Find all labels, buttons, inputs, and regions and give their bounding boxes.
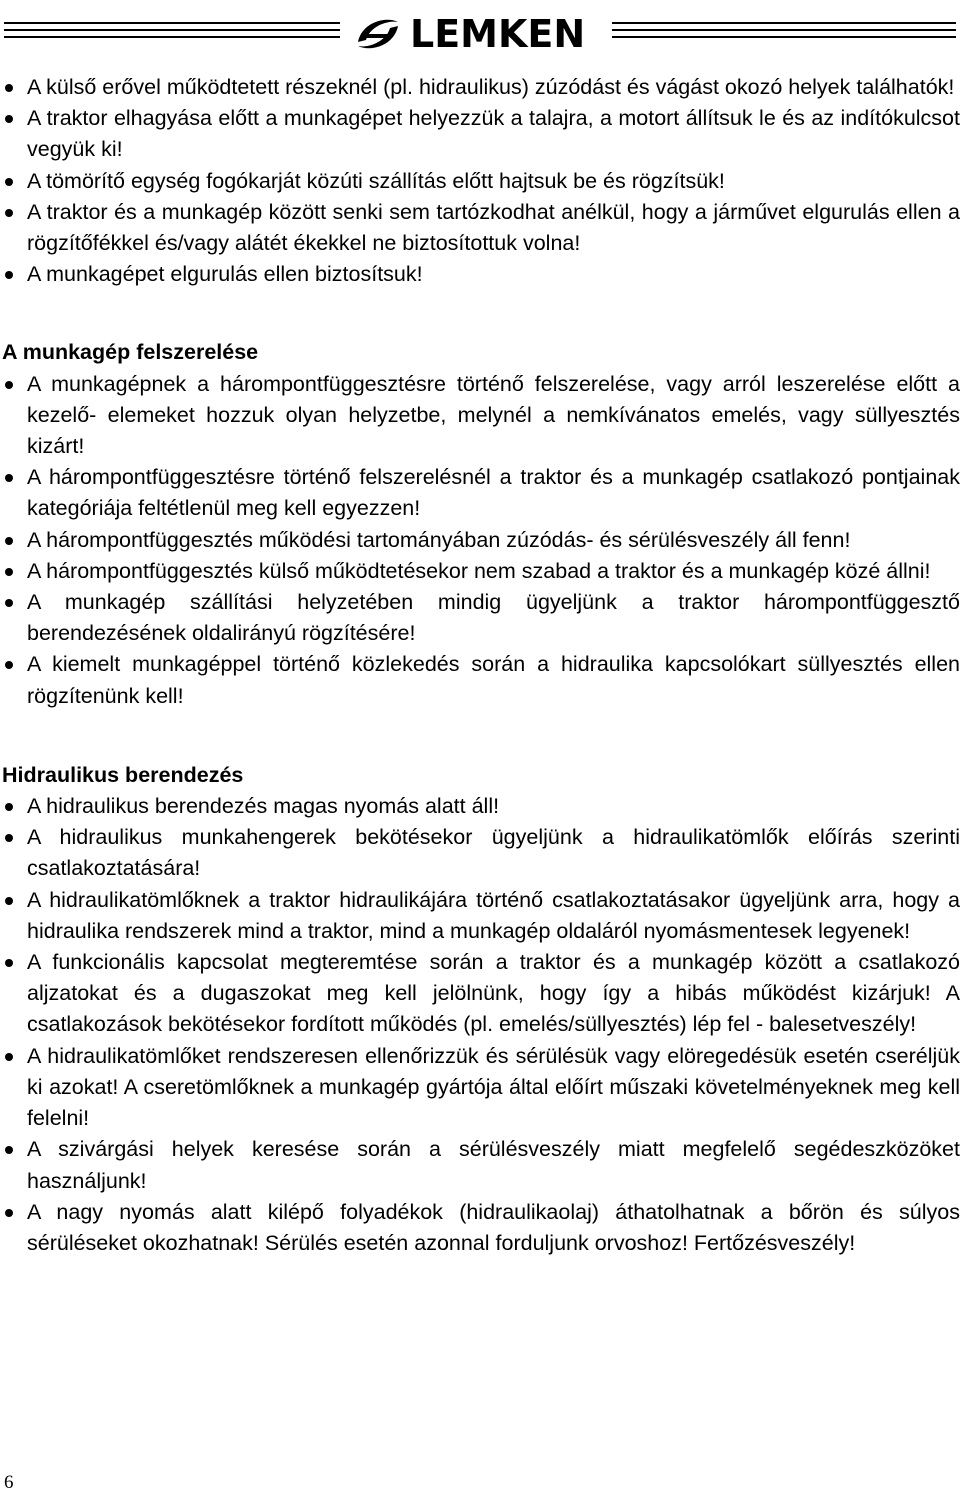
- logo-text: LEMKEN: [410, 12, 586, 56]
- list-item: A traktor elhagyása előtt a munkagépet helyezzük a talajra, a motort állítsuk le és az indítókulcsot vegyük ki!: [0, 103, 960, 165]
- hydraulics-list: [0, 791, 960, 1259]
- header-rule-left: [4, 22, 340, 42]
- lemken-swirl-logo-icon: [352, 14, 404, 54]
- list-item: A szivárgási helyek keresése során a sérülésveszély miatt megfelelő segédeszközöket használjunk!: [0, 1134, 960, 1196]
- list-item: A hárompontfüggesztés működési tartományában zúzódás- és sérülésveszély áll fenn!: [0, 525, 960, 556]
- list-item: A munkagépnek a hárompontfüggesztésre történő felszerelése, vagy arról leszerelése előtt a kezelő- elemeket hozzuk olyan helyzetbe, melynél a nemkívánatos emelés, vagy süllyesztés kizárt!: [0, 369, 960, 463]
- list-item: A traktor és a munkagép között senki sem tartózkodhat anélkül, hogy a járművet elgurulás ellen a rögzítőfékkel és/vagy alátét ékekkel ne biztosítottuk volna!: [0, 197, 960, 259]
- list-item: A hidraulikus munkahengerek bekötésekor ügyeljünk a hidraulikatömlők előírás szerinti csatlakoztatására!: [0, 822, 960, 884]
- list-item: A hárompontfüggesztésre történő felszerelésnél a traktor és a munkagép csatlakozó pontjainak kategóriája feltétlenül meg kell egyezzen!: [0, 462, 960, 524]
- list-item: A munkagépet elgurulás ellen biztosítsuk!: [0, 259, 960, 290]
- lemken-logo: [352, 12, 585, 56]
- section-title-hydraulics: Hidraulikus berendezés: [2, 762, 244, 787]
- mounting-list: [0, 369, 960, 712]
- list-item: A tömörítő egység fogókarját közúti szállítás előtt hajtsuk be és rögzítsük!: [0, 166, 960, 197]
- page-number: 6: [4, 1472, 14, 1493]
- header-rule-right: [612, 22, 956, 42]
- list-item: A kiemelt munkagéppel történő közlekedés során a hidraulika kapcsolókart süllyesztés ellen rögzítenünk kell!: [0, 649, 960, 711]
- intro-list: [0, 72, 960, 290]
- list-item: A hidraulikatömlőknek a traktor hidraulikájára történő csatlakoztatásakor ügyeljünk arra, hogy a hidraulika rendszerek mind a traktor, mind a munkagép oldaláról nyomásmentesek legyenek!: [0, 885, 960, 947]
- list-item: A hidraulikatömlőket rendszeresen ellenőrizzük és sérülésük vagy elöregedésük esetén cseréljük ki azokat! A cseretömlőknek a munkagép gyártója által előírt műszaki követelményeknek meg kell felelni!: [0, 1041, 960, 1135]
- list-item: A külső erővel működtetett részeknél (pl. hidraulikus) zúzódást és vágást okozó helyek találhatók!: [0, 72, 960, 103]
- list-item: A funkcionális kapcsolat megteremtése során a traktor és a munkagép között a csatlakozó aljzatokat és a dugaszokat meg kell jelölnünk, hogy így a hibás működést kizárjuk! A csatlakozások bekötésekor fordított működés (pl. emelés/süllyesztés) lép fel - balesetveszély!: [0, 947, 960, 1041]
- list-item: A hidraulikus berendezés magas nyomás alatt áll!: [0, 791, 960, 822]
- list-item: A nagy nyomás alatt kilépő folyadékok (hidraulikaolaj) áthatolhatnak a bőrön és súlyos sérüléseket okozhatnak! Sérülés esetén azonnal forduljunk orvoshoz! Fertőzésveszély!: [0, 1197, 960, 1259]
- section-title-mounting: A munkagép felszerelése: [2, 340, 259, 365]
- list-item: A munkagép szállítási helyzetében mindig ügyeljünk a traktor hárompontfüggesztő berendezésének oldalirányú rögzítésére!: [0, 587, 960, 649]
- page-content: [0, 72, 960, 1259]
- list-item: A hárompontfüggesztés külső működtetésekor nem szabad a traktor és a munkagép közé állni!: [0, 556, 960, 587]
- page-header: [0, 0, 960, 64]
